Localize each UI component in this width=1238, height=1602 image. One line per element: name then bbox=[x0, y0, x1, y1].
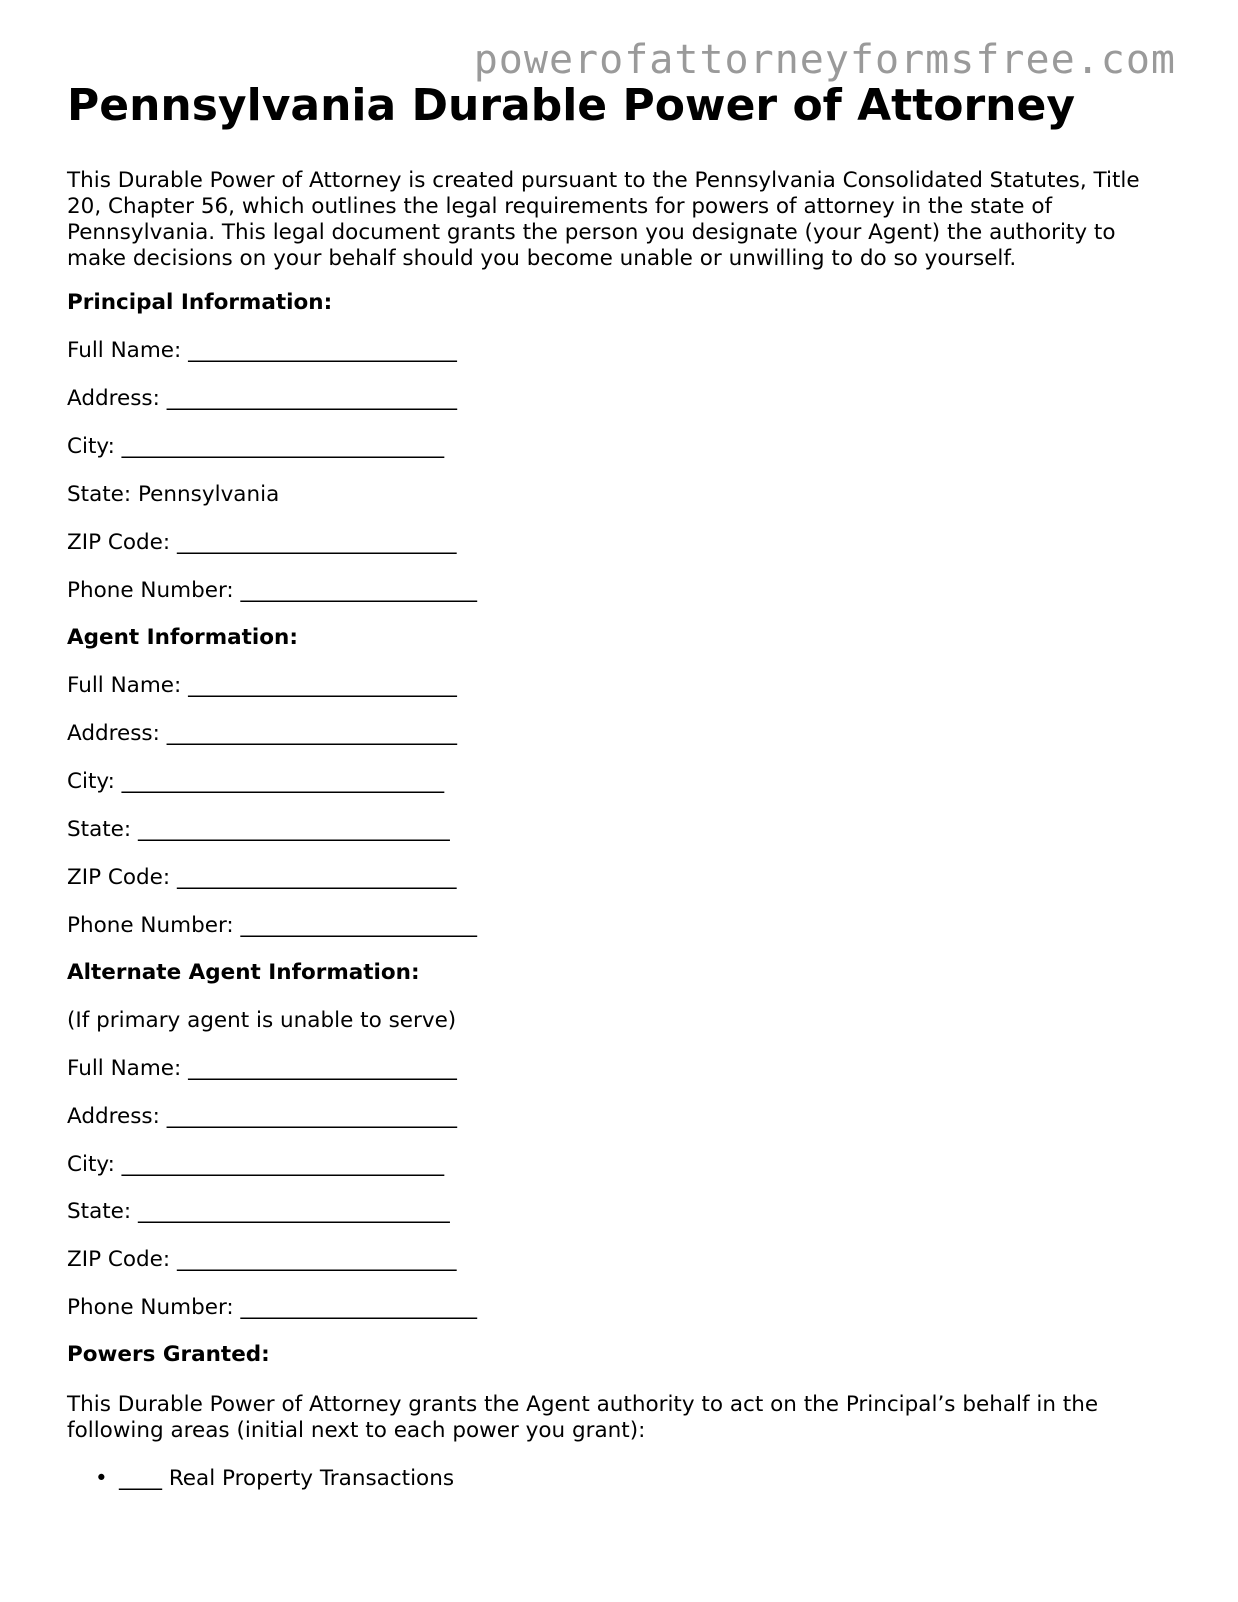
page-title: Pennsylvania Durable Power of Attorney bbox=[67, 80, 1076, 131]
alternate-city-field[interactable]: City: ______________________________ bbox=[67, 1152, 445, 1177]
alternate-address-field[interactable]: Address: ___________________________ bbox=[67, 1104, 457, 1129]
principal-city-field[interactable]: City: ______________________________ bbox=[67, 434, 445, 459]
intro-paragraph: This Durable Power of Attorney is created pursuant to the Pennsylvania Consolidated Statutes, Title 20, Chapter 56, which outlines the legal requirements for powers of attorney in the state of Pennsylvania. This legal document grants the person you designate (your Agent) the authority to make decisions on your behalf should you become unable or unwilling to do so yourself. bbox=[67, 168, 1140, 271]
agent-state-field[interactable]: State: _____________________________ bbox=[67, 817, 450, 842]
bullet-icon: • bbox=[95, 1466, 108, 1491]
principal-state-field: State: Pennsylvania bbox=[67, 482, 280, 507]
powers-description: This Durable Power of Attorney grants the Agent authority to act on the Principal’s behalf in the following areas (initial next to each power you grant): bbox=[67, 1392, 1099, 1443]
principal-address-field[interactable]: Address: ___________________________ bbox=[67, 386, 457, 411]
principal-full-name-field[interactable]: Full Name: _________________________ bbox=[67, 338, 457, 363]
power-item-label: ____ Real Property Transactions bbox=[119, 1466, 455, 1491]
agent-phone-field[interactable]: Phone Number: ______________________ bbox=[67, 913, 478, 938]
alternate-zip-field[interactable]: ZIP Code: __________________________ bbox=[67, 1247, 457, 1272]
alternate-agent-heading: Alternate Agent Information: bbox=[67, 960, 420, 985]
agent-city-field[interactable]: City: ______________________________ bbox=[67, 769, 445, 794]
alternate-state-field[interactable]: State: _____________________________ bbox=[67, 1199, 450, 1224]
agent-full-name-field[interactable]: Full Name: _________________________ bbox=[67, 673, 457, 698]
powers-heading: Powers Granted: bbox=[67, 1342, 270, 1367]
agent-zip-field[interactable]: ZIP Code: __________________________ bbox=[67, 865, 457, 890]
alternate-full-name-field[interactable]: Full Name: _________________________ bbox=[67, 1056, 457, 1081]
agent-address-field[interactable]: Address: ___________________________ bbox=[67, 721, 457, 746]
alternate-phone-field[interactable]: Phone Number: ______________________ bbox=[67, 1295, 478, 1320]
watermark: powerofattorneyformsfree.com bbox=[473, 37, 1176, 83]
principal-zip-field[interactable]: ZIP Code: __________________________ bbox=[67, 530, 457, 555]
principal-heading: Principal Information: bbox=[67, 290, 333, 315]
agent-heading: Agent Information: bbox=[67, 625, 298, 650]
principal-phone-field[interactable]: Phone Number: ______________________ bbox=[67, 578, 478, 603]
alternate-agent-note: (If primary agent is unable to serve) bbox=[67, 1008, 457, 1033]
list-item[interactable] bbox=[95, 1466, 454, 1492]
